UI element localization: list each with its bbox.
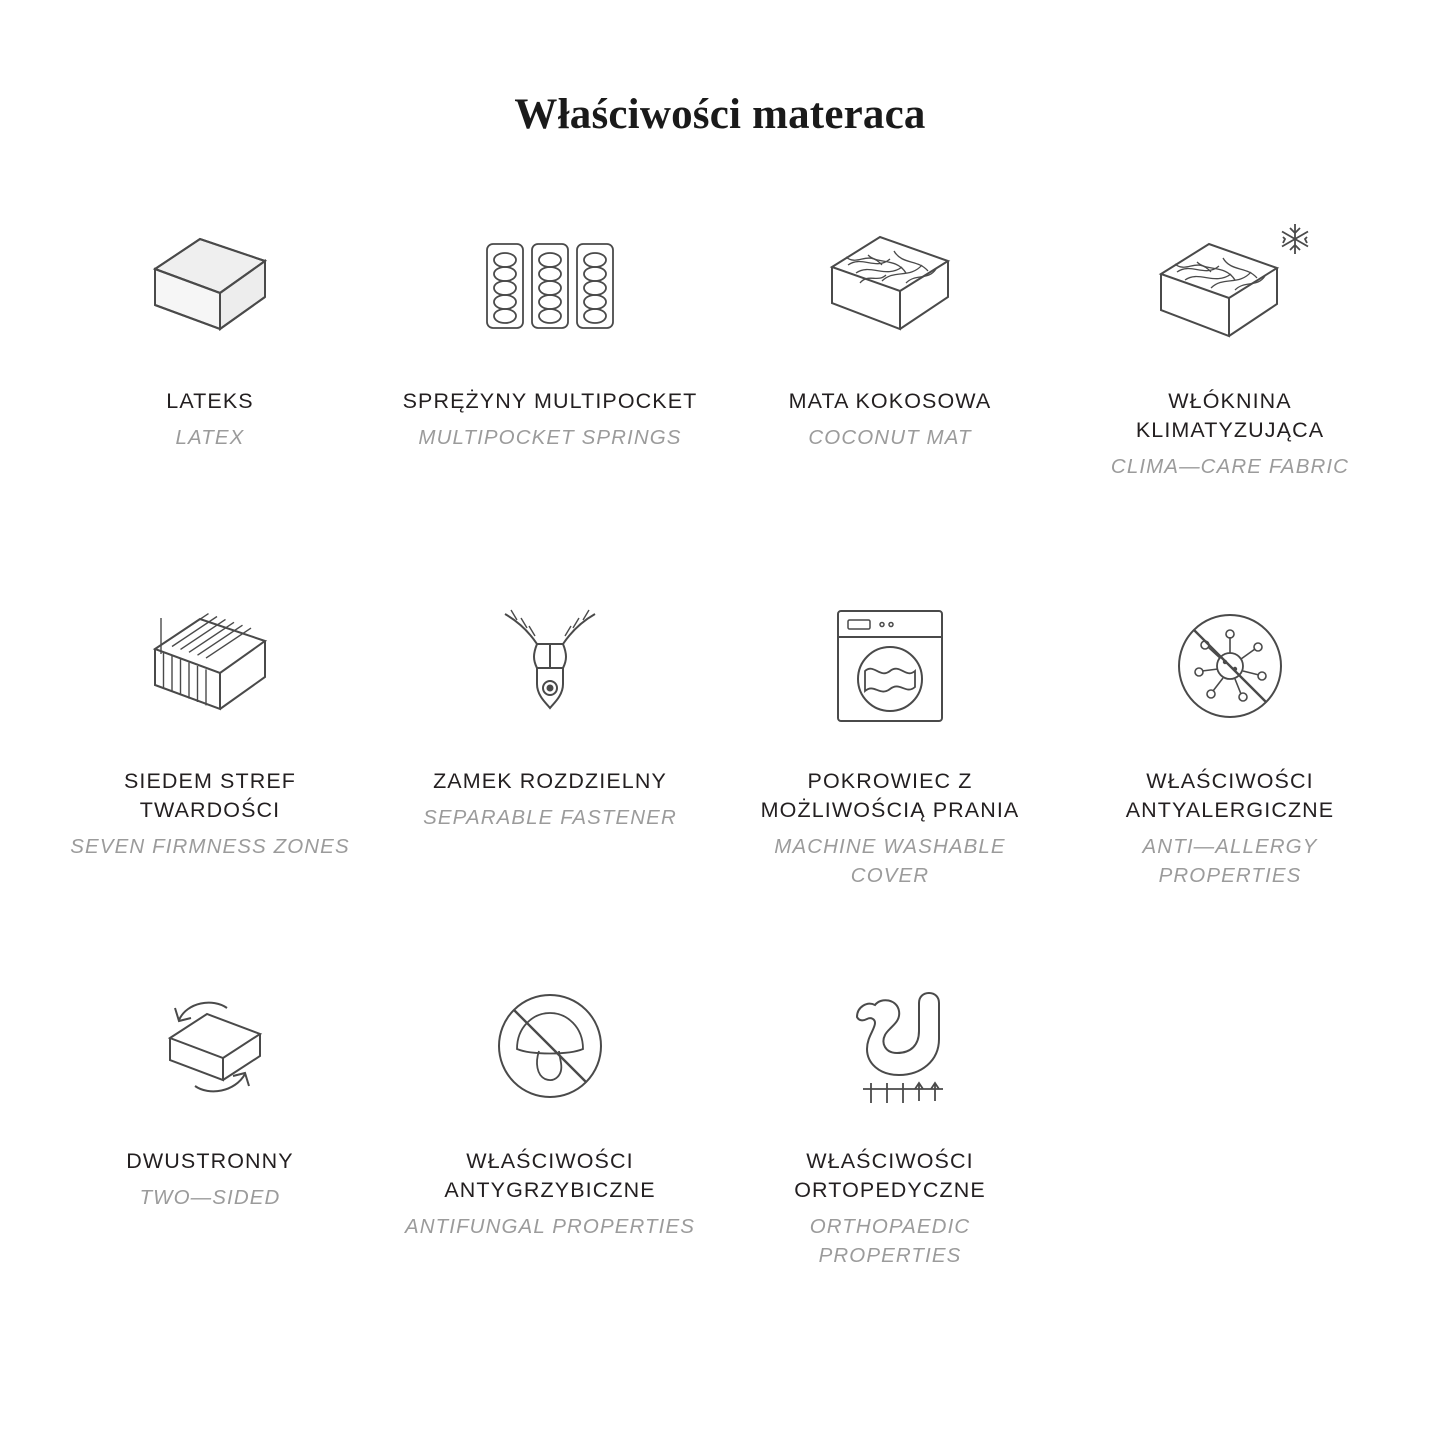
page-title: Właściwości materaca <box>514 91 926 138</box>
feature-item-antifungal <box>380 971 720 1351</box>
seven-zones-icon <box>110 591 310 741</box>
zipper-icon <box>450 591 650 741</box>
feature-label-pl: MATA KOKOSOWA <box>788 389 992 413</box>
feature-label-pl: LATEKS <box>166 389 254 413</box>
feature-label-pl: SIEDEM STREF TWARDOŚCI <box>123 769 297 823</box>
feature-label-en: MULTIPOCKET SPRINGS <box>418 426 682 450</box>
feature-label-pl: WŁAŚCIWOŚCI ANTYGRZYBICZNE <box>444 1149 656 1203</box>
feature-label-en: SEVEN FIRMNESS ZONES <box>70 835 350 859</box>
clima-care-fabric-icon <box>1130 211 1330 361</box>
feature-label-pl: WŁAŚCIWOŚCI ANTYALERGICZNE <box>1125 769 1335 823</box>
orthopaedic-icon <box>790 971 990 1121</box>
feature-label-pl: WŁAŚCIWOŚCI ORTOPEDYCZNE <box>794 1149 986 1203</box>
feature-label-en: TWO—SIDED <box>139 1186 281 1210</box>
feature-label-en: ANTIFUNGAL PROPERTIES <box>404 1215 696 1239</box>
antifungal-icon <box>450 971 650 1121</box>
coconut-mat-icon <box>790 211 990 361</box>
feature-item-seven-firmness-zones <box>40 591 380 971</box>
feature-label-pl: POKROWIEC Z MOŻLIWOŚCIĄ PRANIA <box>760 769 1020 823</box>
feature-label-pl: ZAMEK ROZDZIELNY <box>433 769 667 793</box>
latex-block-icon <box>110 211 310 361</box>
feature-label-en: MACHINE WASHABLE COVER <box>774 835 1006 887</box>
feature-label-pl: SPRĘŻYNY MULTIPOCKET <box>402 389 698 413</box>
two-sided-icon <box>110 971 310 1121</box>
washing-machine-icon <box>790 591 990 741</box>
feature-label-en: CLIMA—CARE FABRIC <box>1110 455 1350 479</box>
feature-item-two-sided <box>40 971 380 1351</box>
feature-label-en: ORTHOPAEDIC PROPERTIES <box>809 1215 971 1267</box>
features-grid <box>40 139 1400 1351</box>
feature-item-separable-fastener <box>380 591 720 971</box>
feature-item-clima-care-fabric <box>1060 211 1400 591</box>
feature-label-pl: DWUSTRONNY <box>126 1149 294 1173</box>
feature-label-en: COCONUT MAT <box>808 426 972 450</box>
snowflake-icon <box>1282 224 1308 254</box>
multipocket-springs-icon <box>450 211 650 361</box>
feature-item-coconut-mat <box>720 211 1060 591</box>
feature-label-en: ANTI—ALLERGY PROPERTIES <box>1142 835 1318 887</box>
feature-item-latex <box>40 211 380 591</box>
feature-item-anti-allergy <box>1060 591 1400 971</box>
anti-allergy-icon <box>1130 591 1330 741</box>
feature-item-orthopaedic <box>720 971 1060 1351</box>
feature-item-multipocket-springs <box>380 211 720 591</box>
feature-label-en: LATEX <box>175 426 245 450</box>
feature-item-machine-washable-cover <box>720 591 1060 971</box>
feature-label-en: SEPARABLE FASTENER <box>423 806 677 830</box>
feature-label-pl: WŁÓKNINA KLIMATYZUJĄCA <box>1135 389 1325 443</box>
